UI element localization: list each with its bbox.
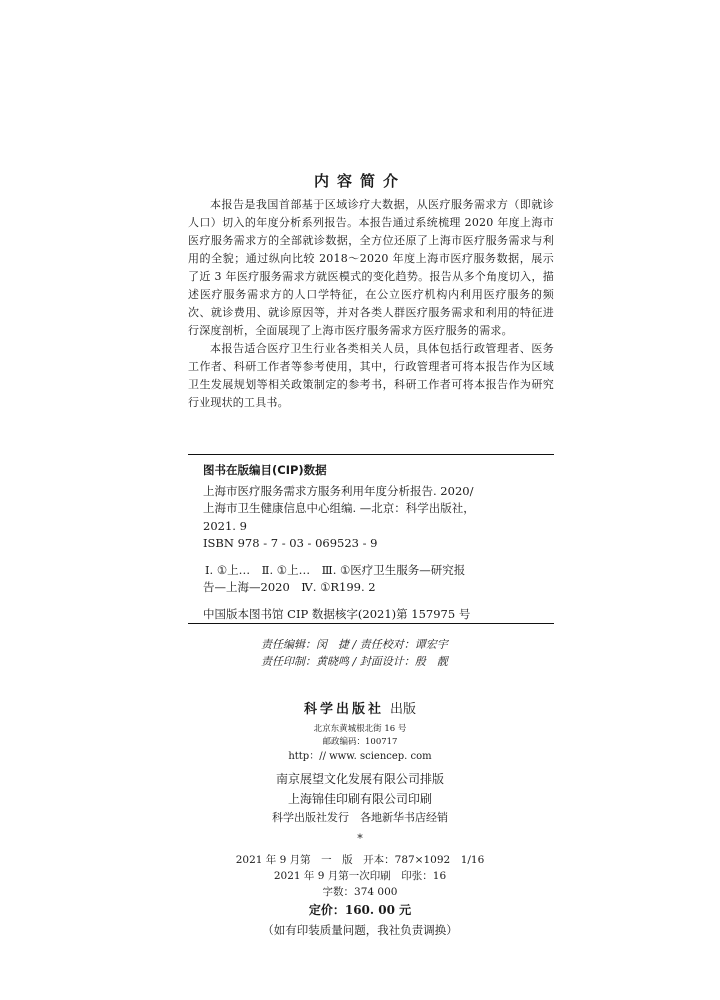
cip-title: 图书在版编目(CIP)数据 <box>203 463 327 477</box>
cip-line: 上海市医疗服务需求方服务利用年度分析报告. 2020/ <box>203 483 474 498</box>
editors-rule <box>188 623 554 624</box>
cip-top-rule <box>188 454 554 455</box>
cip-classification: 告—上海—2020 Ⅳ. ①R199. 2 <box>203 580 376 594</box>
editors-line-1: 责任编辑：闵 捷 / 责任校对：谭宏宇 <box>261 638 448 651</box>
quality-notice: （如有印装质量问题，我社负责调换） <box>262 923 458 937</box>
printing-line: 2021 年 9 月第一次印刷 印张：16 <box>273 870 447 882</box>
publisher-address: 北京东黄城根北街 16 号 <box>313 724 407 734</box>
word-count: 字数：374 000 <box>322 886 398 898</box>
publisher-name: 科学出版社 <box>303 702 384 717</box>
cip-line: 上海市卫生健康信息中心组编. —北京：科学出版社， <box>203 501 475 515</box>
separator-star: * <box>357 832 363 845</box>
price-line: 定价：160. 00 元 <box>308 903 412 917</box>
publisher-verb: 出版 <box>390 702 417 717</box>
printer-line: 上海锦佳印刷有限公司印刷 <box>287 792 432 806</box>
edition-line: 2021 年 9 月第 一 版 开本：787×1092 1/16 <box>235 854 485 866</box>
cip-classification: Ⅰ. ①上… Ⅱ. ①上… Ⅲ. ①医疗卫生服务—研究报 <box>205 562 466 577</box>
cip-line: 2021. 9 <box>203 518 247 533</box>
summary-section <box>188 196 554 412</box>
publisher-postcode: 邮政编码：100717 <box>322 737 398 747</box>
publication-block <box>0 698 720 940</box>
typesetter-line: 南京展望文化发展有限公司排版 <box>275 772 444 786</box>
publisher-line <box>0 698 720 717</box>
cip-isbn: ISBN 978 - 7 - 03 - 069523 - 9 <box>203 536 378 550</box>
summary-paragraph-2: 本报告适合医疗卫生行业各类相关人员，具体包括行政管理者、医务工作者、科研工作者等参考使用，其中，行政管理者可将本报告作为区域卫生发展规划等相关政策制定的参考书，科研工作者可将本报告作为研究行业现状的工具书。 <box>188 342 554 409</box>
cip-number: 中国版本图书馆 CIP 数据核字(2021)第 157975 号 <box>203 606 471 621</box>
editors-block <box>261 636 448 670</box>
editors-line-2: 责任印制：黄晓鸣 / 封面设计：殷 靓 <box>261 655 448 668</box>
summary-paragraph-1: 本报告是我国首部基于区域诊疗大数据，从医疗服务需求方（即就诊人口）切入的年度分析系列报告。本报告通过系统梳理 2020 年度上海市医疗服务需求方的全部就诊数据，全方位还原了上海市医疗服务需求与利用的全貌；通过纵向比较 2018～2020 年度上海市医疗服务数据，展示了近 3 年医疗服务需求方就医模式的变化趋势。报告从多个角度切入，描述医疗服务需求方的人口学特征，在公立医疗机构内利用医疗服务的频次、就诊费用、就诊原因等，并对各类人群医疗服务需求和利用的特征进行深度剖析，全面展现了上海市医疗服务需求方医疗服务的需求。 <box>188 198 554 337</box>
publisher-url: http：// www. sciencep. com <box>288 751 432 762</box>
summary-title: 内容简介 <box>313 172 406 190</box>
distribution-line: 科学出版社发行 各地新华书店经销 <box>272 811 448 824</box>
cip-block <box>203 462 548 623</box>
